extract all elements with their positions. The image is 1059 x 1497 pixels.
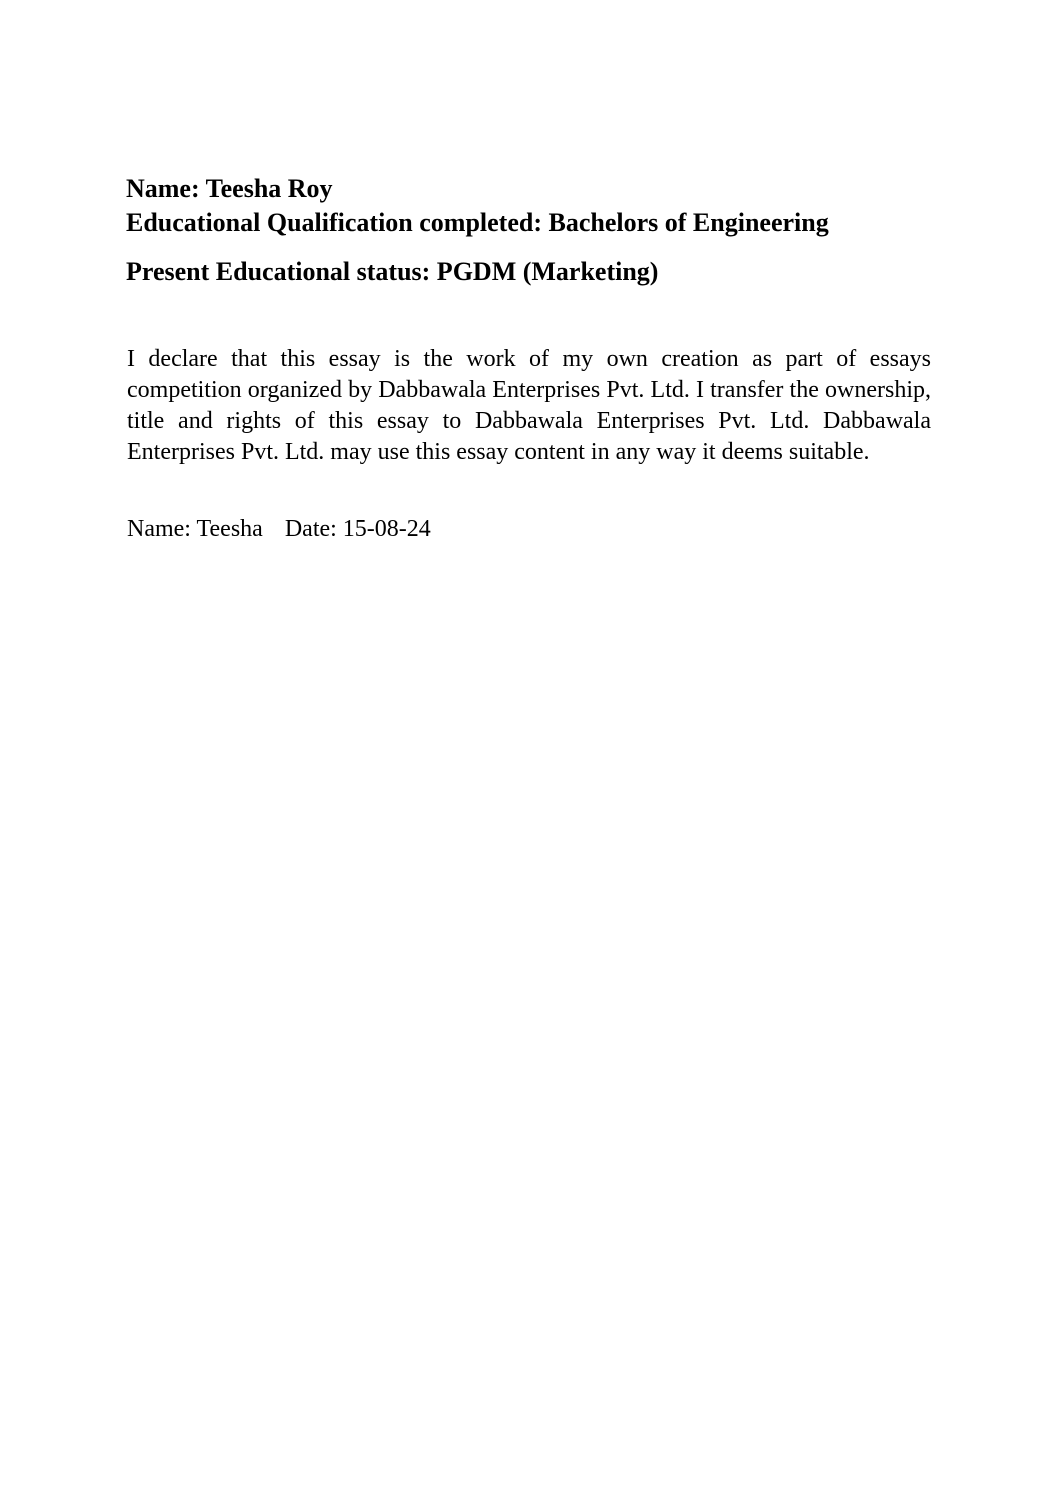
- name-heading: Name: Teesha Roy: [126, 174, 333, 203]
- header-block: [126, 172, 946, 289]
- qualification-heading: Educational Qualification completed: Bachelors of Engineering: [126, 208, 829, 237]
- signature-line: [127, 514, 431, 545]
- signature-name: Name: Teesha: [127, 516, 263, 542]
- declaration-paragraph: I declare that this essay is the work of my own creation as part of essays competition organized by Dabbawala Enterprises Pvt. Ltd. I transfer the ownership, title and rights of this essay to Dabbawala Enterprises Pvt. Ltd. Dabbawala Enterprises Pvt. Ltd. may use this essay content in any way it deems suitable.: [127, 346, 931, 465]
- status-heading: Present Educational status: PGDM (Marketing): [126, 257, 659, 286]
- signature-date: Date: 15-08-24: [284, 516, 431, 542]
